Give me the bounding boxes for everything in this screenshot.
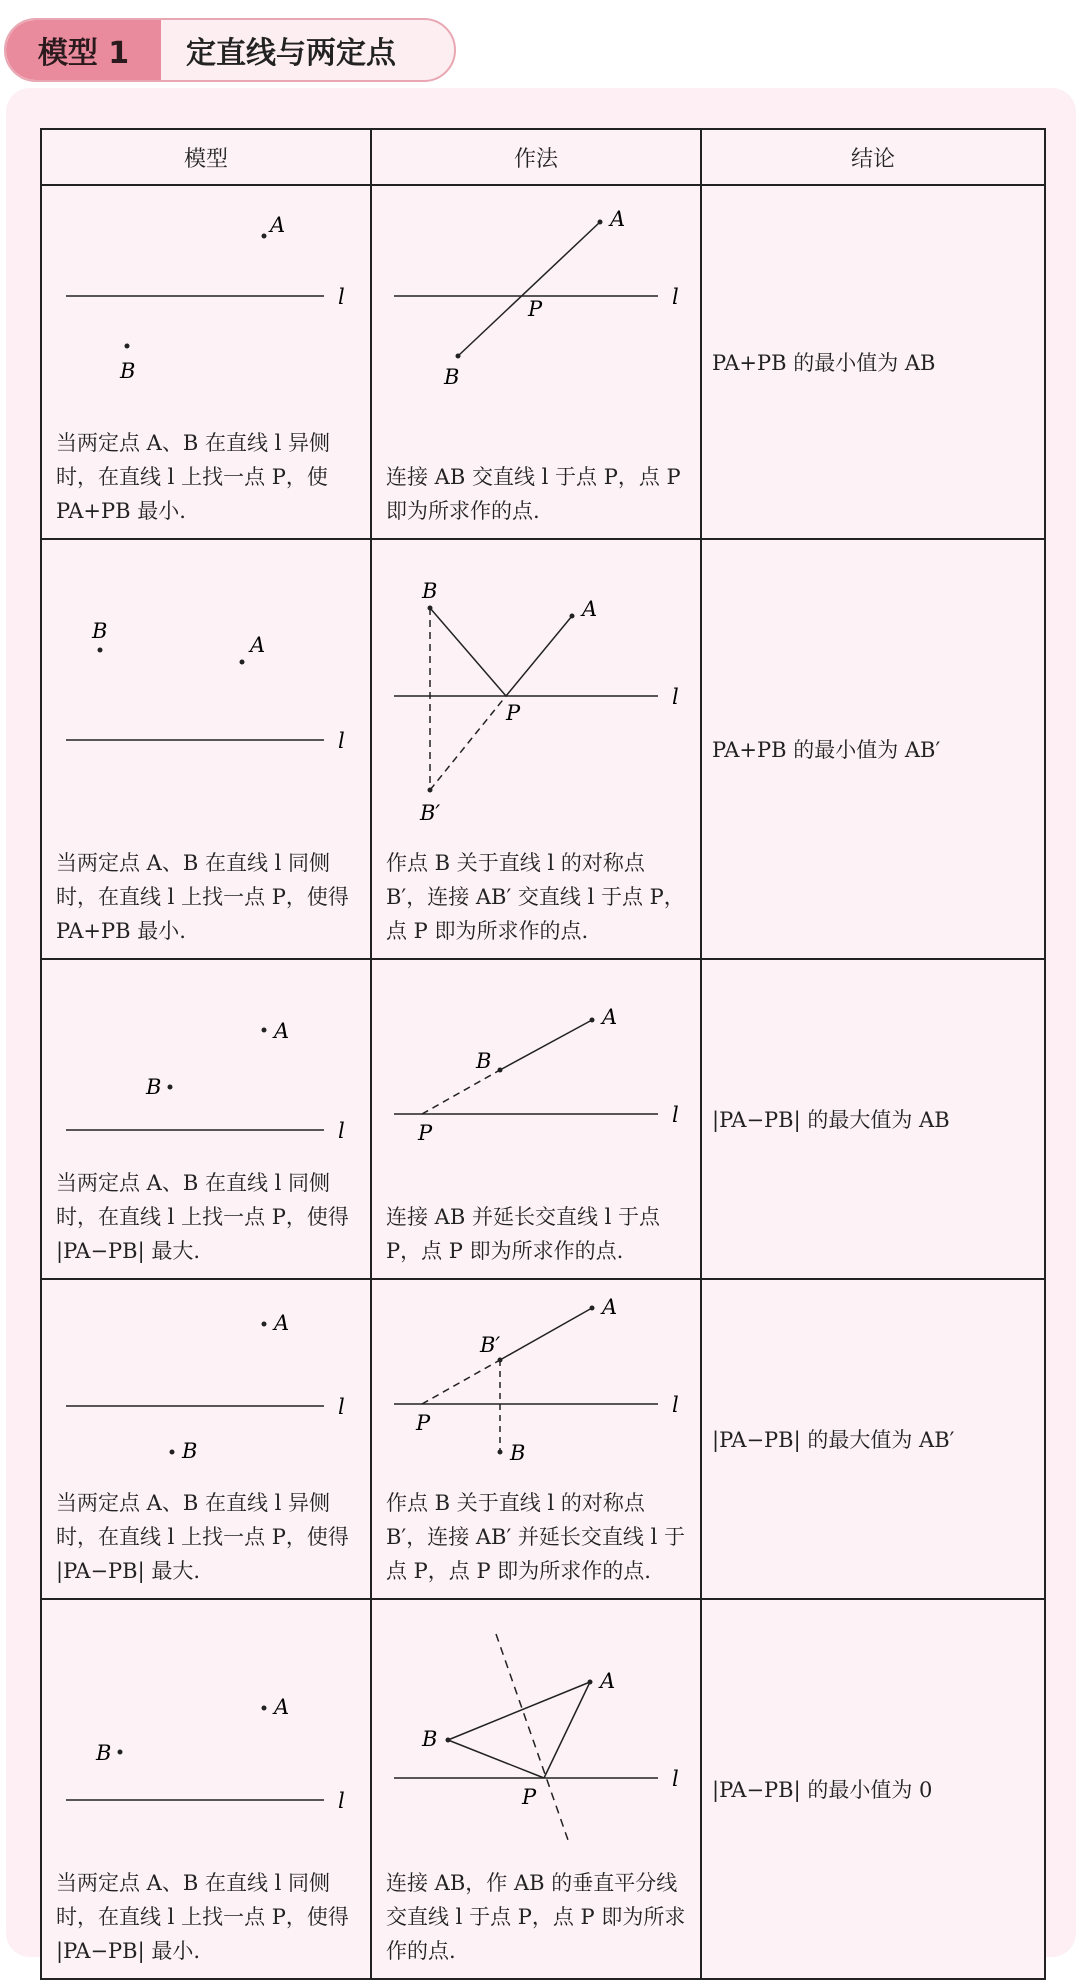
point-label-A: A [274,1311,290,1335]
model-description: 当两定点 A、B 在直线 l 同侧时，在直线 l 上找一点 P，使得 |PA−PB| 最大. [56,1171,349,1263]
method-cell [371,1599,701,1979]
method-figure [372,540,700,840]
method-cell [371,185,701,539]
point-label-Bprime: B′ [420,801,441,825]
header-method: 作法 [371,129,701,185]
line-label-l: l [672,1103,679,1127]
point-label-B: B [444,365,460,389]
conclusion-cell [701,1599,1045,1979]
table-row [41,1599,1045,1979]
model-tag: 模型 1 [6,20,161,80]
table-header-row [41,129,1045,185]
line-label-l: l [338,1789,345,1813]
line-label-l: l [338,1395,345,1419]
point-label-P: P [528,297,543,321]
model-figure [42,1280,370,1480]
conclusion-text: |PA−PB| 的最大值为 AB′ [712,1428,955,1452]
method-cell [371,959,701,1279]
model-cell [41,1599,371,1979]
method-description: 连接 AB 交直线 l 于点 P，点 P 即为所求作的点. [386,465,681,523]
point-label-B: B [422,579,438,603]
model-description: 当两定点 A、B 在直线 l 异侧时，在直线 l 上找一点 P，使 PA+PB 最小. [56,431,331,523]
conclusion-text: |PA−PB| 的最大值为 AB [712,1108,950,1132]
point-label-A: A [274,1019,290,1043]
line-label-l: l [672,1767,679,1791]
line-label-l: l [672,685,679,709]
point-label-B: B [96,1741,112,1765]
line-label-l: l [338,1119,345,1143]
point-label-B: B [422,1727,438,1751]
conclusion-cell [701,1279,1045,1599]
point-label-B: B [182,1439,198,1463]
conclusion-cell [701,185,1045,539]
conclusion-text: PA+PB 的最小值为 AB [712,351,936,375]
method-figure [372,186,700,416]
point-label-P: P [506,701,521,725]
model-figure [42,186,370,416]
model-figure [42,540,370,770]
point-label-A: A [274,1695,290,1719]
line-label-l: l [672,1393,679,1417]
point-label-A: A [582,597,598,621]
model-description: 当两定点 A、B 在直线 l 同侧时，在直线 l 上找一点 P，使得 PA+PB 最小. [56,851,349,943]
point-label-B: B [146,1075,162,1099]
point-label-B: B [510,1441,526,1465]
method-description: 作点 B 关于直线 l 的对称点 B′，连接 AB′ 并延长交直线 l 于点 P，点 P 即为所求作的点. [386,1491,685,1583]
model-figure [42,960,370,1160]
method-figure [372,1600,700,1840]
table-row [41,185,1045,539]
conclusion-cell [701,539,1045,959]
conclusion-text: PA+PB 的最小值为 AB′ [712,738,941,762]
point-label-A: A [610,207,626,231]
point-label-A: A [250,633,266,657]
method-cell [371,1279,701,1599]
point-label-A: A [270,213,286,237]
point-label-B: B [92,619,108,643]
header-model: 模型 [41,129,371,185]
table-row [41,1279,1045,1599]
model-figure [42,1600,370,1840]
model-description: 当两定点 A、B 在直线 l 异侧时，在直线 l 上找一点 P，使得 |PA−PB| 最大. [56,1491,349,1583]
model-cell [41,539,371,959]
header-conclusion: 结论 [701,129,1045,185]
section-banner [4,18,456,82]
conclusion-text: |PA−PB| 的最小值为 0 [712,1778,933,1802]
method-description: 作点 B 关于直线 l 的对称点 B′，连接 AB′ 交直线 l 于点 P，点 P 即为所求作的点. [386,851,685,943]
table-row [41,959,1045,1279]
section-title: 定直线与两定点 [186,36,396,71]
point-label-B: B [476,1049,492,1073]
method-figure [372,1280,700,1480]
point-label-P: P [522,1785,537,1809]
point-label-B: B [120,359,136,383]
line-label-l: l [338,285,345,309]
point-label-A: A [600,1669,616,1693]
model-description: 当两定点 A、B 在直线 l 同侧时，在直线 l 上找一点 P，使得 |PA−PB| 最小. [56,1871,349,1963]
line-label-l: l [338,729,345,753]
point-label-P: P [418,1121,433,1145]
method-description: 连接 AB，作 AB 的垂直平分线交直线 l 于点 P，点 P 即为所求作的点. [386,1871,686,1963]
point-label-A: A [602,1295,618,1319]
model-cell [41,1279,371,1599]
method-cell [371,539,701,959]
model-cell [41,959,371,1279]
line-label-l: l [672,285,679,309]
model-table [40,128,1046,1980]
point-label-A: A [602,1005,618,1029]
point-label-Bprime: B′ [480,1333,501,1357]
table-row [41,539,1045,959]
method-figure [372,960,700,1160]
method-description: 连接 AB 并延长交直线 l 于点 P，点 P 即为所求作的点. [386,1205,661,1263]
model-cell [41,185,371,539]
conclusion-cell [701,959,1045,1279]
point-label-P: P [416,1411,431,1435]
